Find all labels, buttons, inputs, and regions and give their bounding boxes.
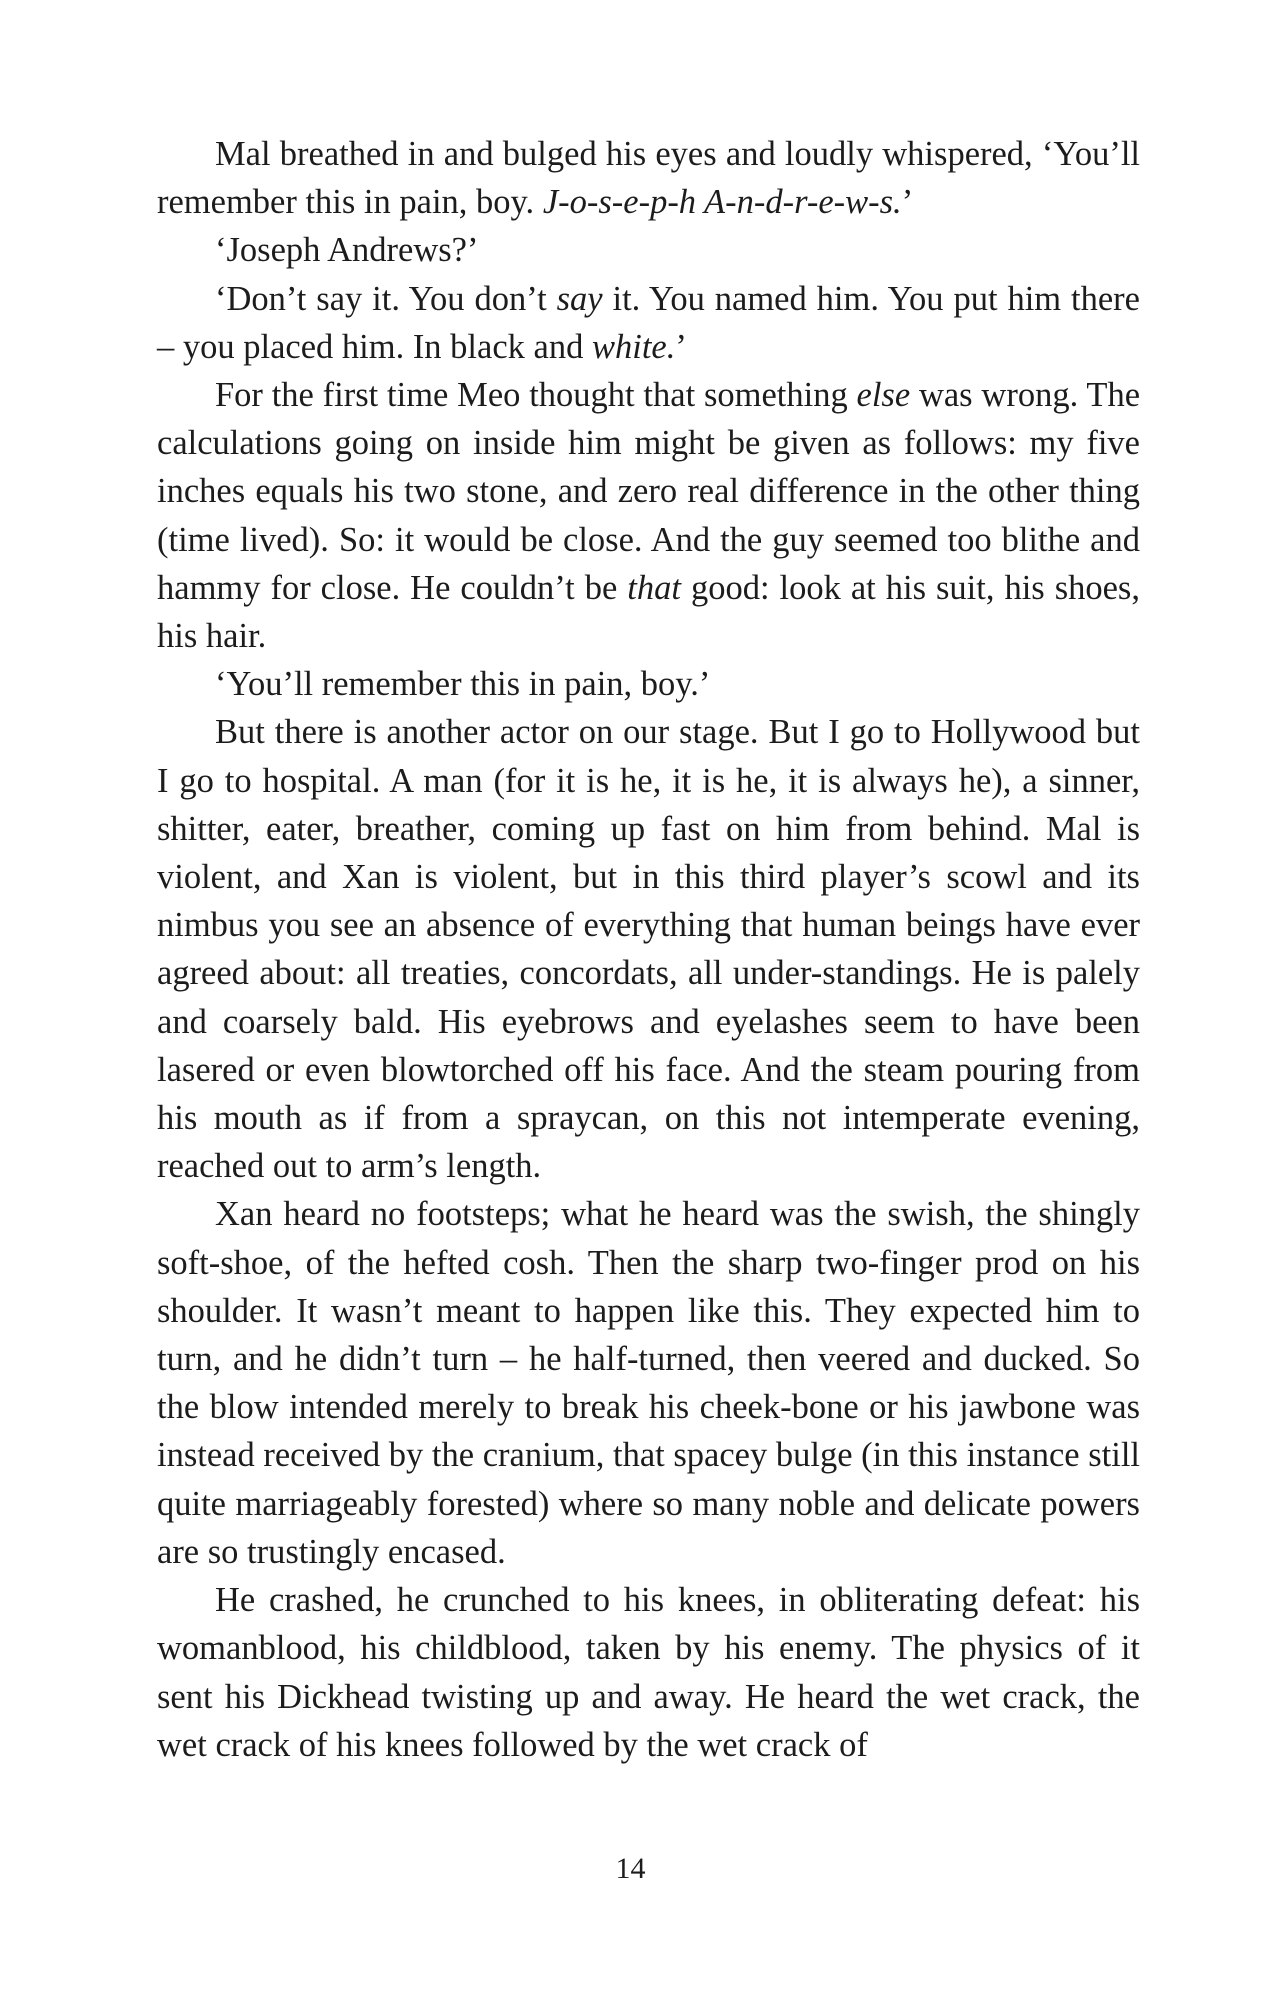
paragraph bbox=[157, 275, 1140, 371]
italic-text: else bbox=[856, 376, 911, 415]
italic-text: J-o-s-e-p-h A-n-d-r-e-w-s. bbox=[542, 183, 902, 222]
text-run: ‘You’ll remember this in pain, boy.’ bbox=[215, 665, 711, 704]
text-run: ’ bbox=[675, 327, 687, 366]
paragraph bbox=[157, 130, 1140, 226]
text-run: But there is another actor on our stage. But I go to Hollywood but I go to hospital. A man (for it is he, it is he, it is always he), a sinner, shitter, eater, breather, coming up fast on him from behind. Mal is violent, and Xan is violent, but in this third player’s scowl and its nimbus you see an absence of everything that human beings have ever agreed about: all treaties, concordats, all under-standings. He is palely and coarsely bald. His eyebrows and eyelashes seem to have been lasered or even blowtorched off his face. And the steam pouring from his mouth as if from a spraycan, on this not intemperate evening, reached out to arm’s length. bbox=[157, 713, 1140, 1186]
text-run: ‘Don’t say it. You don’t bbox=[215, 279, 557, 318]
paragraph bbox=[157, 1576, 1140, 1769]
paragraph bbox=[157, 1190, 1140, 1576]
text-run: it. You named him. You put him there – you placed him. In black and bbox=[157, 279, 1140, 366]
paragraph bbox=[157, 660, 1140, 708]
text-run: Xan heard no footsteps; what he heard was the swish, the shingly soft-shoe, of the hefted cosh. Then the sharp two-finger prod on his shoulder. It wasn’t meant to happen like this. They expected him to turn, and he didn’t turn – he half-turned, then veered and ducked. So the blow intended merely to break his cheek-bone or his jawbone was instead received by the cranium, that spacey bulge (in this instance still quite marriageably forested) where so many noble and delicate powers are so trustingly encased. bbox=[157, 1195, 1140, 1571]
paragraph bbox=[157, 226, 1140, 274]
italic-text: say bbox=[556, 279, 603, 318]
body-text bbox=[157, 130, 1140, 1769]
text-run: He crashed, he crunched to his knees, in obliterating defeat: his womanblood, his childblood, taken by his enemy. The physics of it sent his Dickhead twisting up and away. He heard the wet crack, the wet crack of his knees followed by the wet crack of bbox=[157, 1581, 1140, 1764]
paragraph bbox=[157, 708, 1140, 1190]
italic-text: white. bbox=[591, 327, 676, 366]
text-run: Mal breathed in and bulged his eyes and loudly whispered, ‘You’ll remember this in pain, boy. bbox=[157, 135, 1140, 222]
text-run: For the first time Meo thought that something bbox=[215, 376, 857, 415]
italic-text: that bbox=[627, 568, 681, 607]
paragraph bbox=[157, 371, 1140, 660]
text-run: ‘Joseph Andrews?’ bbox=[215, 231, 479, 270]
text-run: ’ bbox=[901, 183, 914, 222]
text-run: good: look at his suit, his shoes, his hair. bbox=[157, 568, 1140, 656]
page-number: 14 bbox=[615, 1852, 646, 1885]
text-run: was wrong. The calculations going on inside him might be given as follows: my five inches equals his two stone, and zero real difference in the other thing (time lived). So: it would be close. And the guy seemed too blithe and hammy for close. He couldn’t be bbox=[157, 376, 1141, 607]
